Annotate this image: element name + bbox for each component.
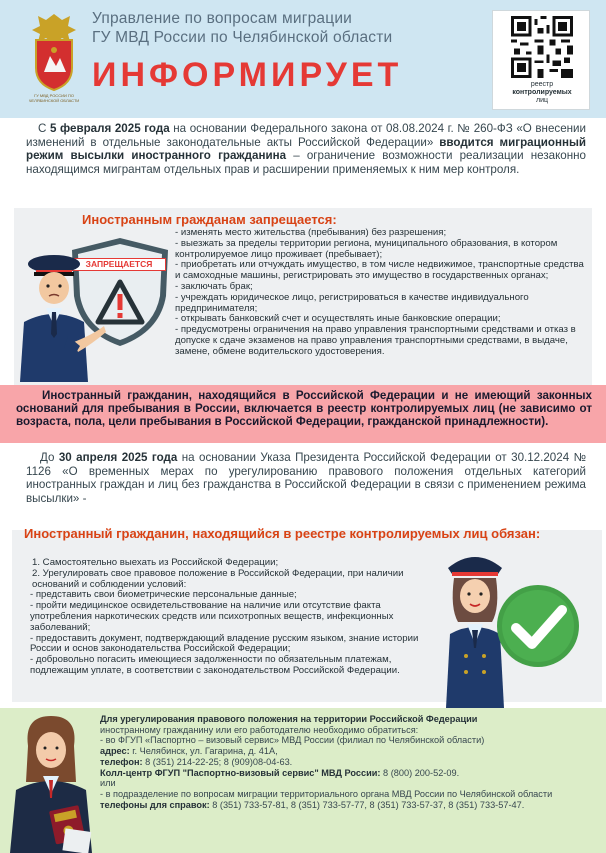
decree-text-a: До: [40, 451, 59, 464]
phones-value: 8 (351) 733-57-81, 8 (351) 733-57-77, 8 (351) 733-57-37, 8 (351) 733-57-47.: [209, 799, 525, 810]
intro-date: 5 февраля 2025 года: [49, 122, 170, 135]
contacts-line: иностранному гражданину или его работодателю необходимо обратиться:: [100, 724, 419, 735]
forbidden-title: Иностранным гражданам запрещается:: [82, 212, 337, 227]
contacts-phones: [100, 800, 600, 811]
list-item: - выезжать за пределы территории региона, муниципального образования, в котором контролируемое лицо проживает (пребывает);: [175, 237, 558, 260]
list-item: - пройти медицинское освидетельствование на наличие или отсутствие факта употребления наркотических средств или психотропных веществ, инфекционных заболеваний;: [30, 600, 394, 633]
obliged-list: [30, 558, 442, 677]
contacts-text: [100, 714, 600, 810]
phones-label: телефоны для справок:: [100, 799, 210, 810]
qr-caption-line3: лиц: [535, 97, 548, 104]
list-item: - учреждать юридическое лицо, регистрироваться в качестве индивидуального предпринимателя;: [175, 291, 529, 314]
address-value: г. Челябинск, ул. Гагарина, д. 41А,: [129, 746, 278, 757]
contacts-address: [100, 746, 600, 757]
police-officer-illustration: [14, 250, 106, 382]
list-item: - добровольно погасить имеющиеся задолженности по обязательным платежам, подлежащим уплате, в соответствии с законодательством Российской Федерации.: [30, 654, 400, 676]
registry-notice-body: Иностранный гражданин, находящийся в Российской Федерации и не имеющий законных оснований для пребывания в России, включается в реестр контролируемых лиц (не зависимо от возраста, пола, цели пребывания в Российской Федерации, гражданской принадлежности).: [16, 389, 592, 428]
qr-card[interactable]: [492, 10, 590, 110]
list-item: 1. Самостоятельно выехать из Российской Федерации;: [32, 557, 279, 568]
list-item: - представить свои биометрические персональные данные;: [30, 589, 297, 601]
intro-paragraph: [26, 122, 586, 176]
qr-code-icon[interactable]: [511, 16, 573, 78]
intro-highlight: вводится миграционный режим высылки иностранного гражданина: [26, 135, 586, 163]
header-department: Управление по вопросам миграции: [92, 10, 353, 27]
checkmark-icon: [496, 584, 580, 668]
contacts-call-center: [100, 768, 600, 779]
list-item: - предусмотрены ограничения на право управления транспортными средствами и отказ в допуске к сдаче экзаменов на право управления транспортными средствами, в выдаче, замене, обмене водительского удостоверения.: [175, 324, 576, 357]
decree-text-b: на основании Указа Президента Российской Федерации от 30.12.2024 № 1126 «О временных мерах по урегулированию правового положения отдельных категорий иностранных граждан и лиц без гражданства в Российской Федерации в связи с применением режима высылки» -: [26, 451, 587, 505]
coat-of-arms-emblem: [26, 10, 82, 92]
list-item: - открывать банковский счет и осуществлять иные банковские операции;: [175, 313, 501, 325]
registry-notice-text: [16, 390, 592, 428]
obliged-title: Иностранный гражданин, находящийся в реестре контролируемых лиц обязан:: [24, 526, 541, 541]
list-item: - приобретать или отчуждать имущество, в том числе недвижимое, транспортные средства и самоходные машины, регистрировать это имущество в государственных органах;: [175, 259, 584, 282]
forbidden-stamp: ЗАПРЕЩАЕТСЯ: [72, 258, 166, 271]
list-item: - изменять место жительства (пребывания) без разрешения;: [175, 227, 447, 238]
contacts-line: - во ФГУП «Паспортно – визовый сервис» МВД России (филиал по Челябинской области): [100, 735, 485, 746]
page-title: ИНФОРМИРУЕТ: [92, 56, 403, 94]
call-center-label: Колл-центр ФГУП "Паспортно-визовый сервис" МВД России:: [100, 767, 381, 778]
forbidden-list: [175, 228, 585, 358]
call-center-value: 8 (800) 200-52-09.: [380, 767, 460, 778]
qr-caption: [493, 81, 591, 105]
list-item: - предоставить документ, подтверждающий владение русским языком, знание истории России и основ законодательства Российской Федерации;: [30, 632, 419, 655]
header-agency: ГУ МВД России по Челябинской области: [92, 29, 393, 46]
list-item: - заключать брак;: [175, 280, 253, 292]
officer-with-passport-photo: [6, 712, 96, 853]
decree-date: 30 апреля 2025 года: [58, 451, 178, 464]
emblem-caption: ГУ МВД РОССИИ ПО ЧЕЛЯБИНСКОЙ ОБЛАСТИ: [28, 93, 80, 103]
phone-value: 8 (351) 214-22-25; 8 (909)08-04-63.: [142, 756, 293, 767]
contacts-phone: [100, 757, 600, 768]
contacts-or: или: [100, 778, 116, 789]
contacts-line: - в подразделение по вопросам миграции территориального органа МВД России по Челябинской области: [100, 788, 553, 799]
decree-paragraph: [26, 451, 586, 505]
list-item: 2. Урегулировать свое правовое положение в Российской Федерации, при наличии оснований и соблюдении условий:: [32, 567, 404, 590]
intro-text-a: С: [38, 122, 50, 135]
phone-label: телефон:: [100, 756, 143, 767]
qr-caption-line1: реестр: [530, 81, 554, 88]
intro-text-b: на основании Федерального закона от 08.08.2024 г. № 260-ФЗ «О внесении изменений в отдельные законодательные акты Российской Федерации»: [26, 122, 587, 149]
address-label: адрес:: [100, 746, 130, 757]
intro-text-c: – ограничение возможности реализации незаконно находящимся мигрантам отдельных прав и расширении применяемых к ним мер контроля.: [26, 149, 586, 176]
contacts-heading: Для урегулирования правового положения на территории Российской Федерации: [100, 714, 478, 724]
qr-caption-line2: контролируемых: [512, 89, 572, 96]
